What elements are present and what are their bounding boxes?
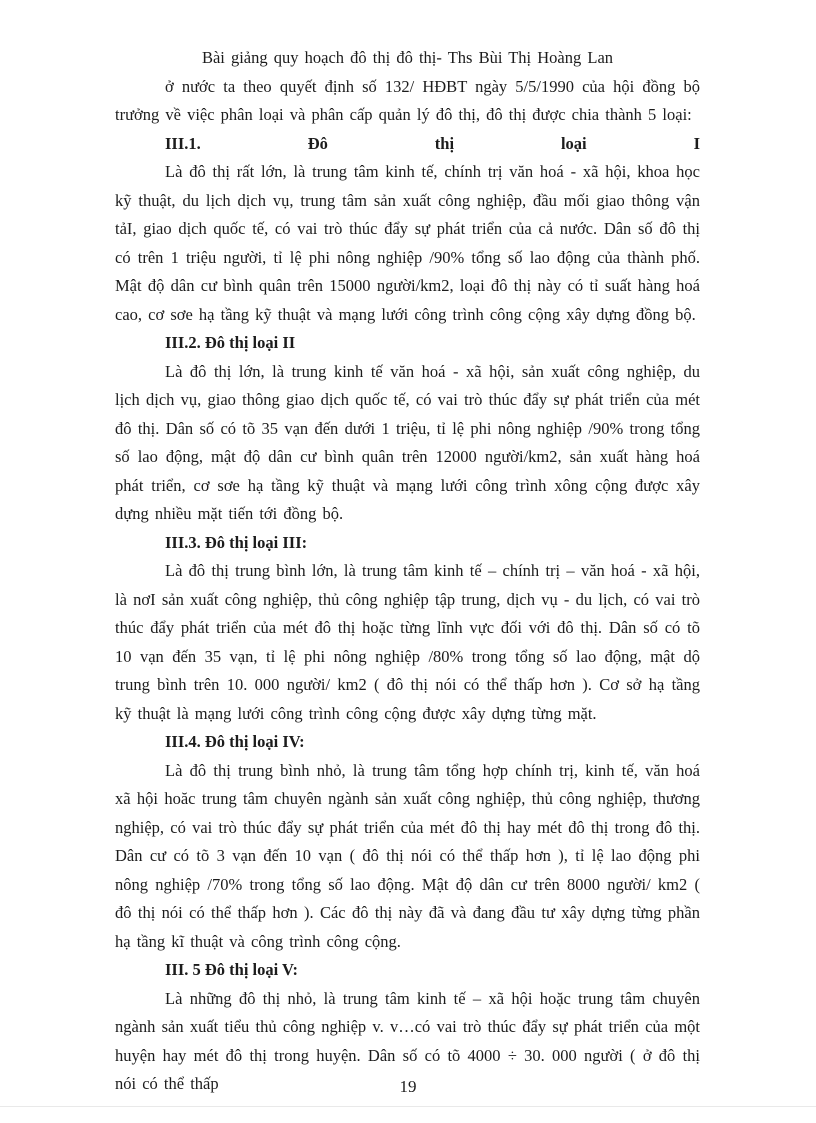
document-title: Bài giảng quy hoạch đô thị đô thị- Ths Bùi Thị Hoàng Lan [201, 48, 614, 67]
heading-word: loại [560, 133, 587, 153]
section-iii-4 [115, 728, 700, 956]
heading-word: thị [434, 133, 455, 153]
section-iii-3 [115, 529, 700, 729]
section-body: Là đô thị rất lớn, là trung tâm kinh tế, chính trị văn hoá - xã hội, khoa học kỹ thuật, du lịch dịch vụ, trung tâm sản xuất công nghiệp, đầu mối giao thông vận tảI, giao dịch quốc tế, có vai trò thúc đẩy sự phát triển của cả nước. Dân số đô thị có trên 1 triệu người, tỉ lệ phi nông nghiệp /90% tổng số lao động của thành phố. Mật độ dân cư bình quân trên 15000 người/km2, loại đô thị này có tỉ suất hàng hoá cao, cơ sơe hạ tầng kỹ thuật và mạng lưới công trình công cộng xây dựng đồng bộ. [115, 162, 700, 324]
section-heading: III.3. Đô thị loại III: [165, 532, 308, 552]
heading-word: III.1. [165, 133, 201, 153]
section-body: Là đô thị lớn, là trung kinh tế văn hoá - xã hội, sản xuất công nghiệp, du lịch dịch vụ, giao thông giao dịch quốc tế, có vai trò thúc đẩy sự phát triển của mét đô thị. Dân số có tõ 35 vạn đến dưới 1 triệu, tỉ lệ phi nông nghiệp /90% trong tổng số lao động, mật độ dân cư bình quân trên 12000 người/km2, sản xuất hàng hoá phát triển, cơ sơe hạ tầng kỹ thuật và mạng lưới công trình xông cộng được xây dựng nhiều mặt tiến tới đồng bộ. [115, 361, 700, 523]
section-body: Là đô thị trung bình nhỏ, là trung tâm tổng hợp chính trị, kinh tế, văn hoá xã hội hoăc trung tâm chuyên ngành sản xuất công nghiệp, thủ công nghiệp, thương nghiệp, có vai trò thúc đẩy sự phát triển của mét đô thị hay mét đô thị trong đô thị. Dân cư có tõ 3 vạn đến 10 vạn ( đô thị nói có thể thấp hơn ), tỉ lệ lao động phi nông nghiệp /70% trong tổng số lao động. Mật độ dân cư trên 8000 người/ km2 ( đô thị nói có thể thấp hơn ). Các đô thị này đã và đang đầu tư xây dựng từng phần hạ tầng kĩ thuật và công trình công cộng. [115, 760, 700, 951]
section-iii-1 [115, 130, 700, 330]
page-number: 19 [399, 1077, 417, 1096]
section-body: Là đô thị trung bình lớn, là trung tâm kinh tế – chính trị – văn hoá - xã hội, là nơI sản xuất công nghiệp, thủ công nghiệp tập trung, dịch vụ - du lịch, có vai trò thúc đẩy phát triển của mét đô thị hoặc từng lĩnh vực đối với đô thị. Dân số có tõ 10 vạn đến 35 vạn, tỉ lệ phi nông nghiệp /80% trong tổng số lao động, mật dộ trung bình trên 10. 000 người/ km2 ( đô thị nói có thể thấp hơn ). Cơ sở hạ tầng kỹ thuật là mạng lưới công trình công cộng được xây dựng từng mặt. [115, 561, 700, 723]
heading-word: Đô [307, 133, 328, 153]
section-heading [115, 130, 700, 159]
section-iii-2 [115, 329, 700, 529]
section-heading: III.4. Đô thị loại IV: [165, 732, 305, 751]
heading-word: I [693, 133, 700, 153]
document-content [115, 44, 700, 1099]
intro-paragraph: ở nước ta theo quyết định số 132/ HĐBT ngày 5/5/1990 của hội đồng bộ trưởng về việc phân loại và phân cấp quản lý đô thị, đô thị được chia thành 5 loại: [115, 76, 700, 124]
section-body: Là những đô thị nhỏ, là trung tâm kinh tế – xã hội hoặc trung tâm chuyên ngành sản xuất tiểu thủ công nghiệp v. v…có vai trò thúc đẩy sự phát triển của một huyện hay mét đô thị trong huyện. Dân số có tõ 4000 ÷ 30. 000 người ( ở đô thị nói có thể thấp [115, 988, 700, 1093]
page-bottom-divider [0, 1106, 816, 1107]
section-heading: III. 5 Đô thị loại V: [165, 960, 298, 979]
section-heading: III.2. Đô thị loại II [165, 333, 296, 352]
